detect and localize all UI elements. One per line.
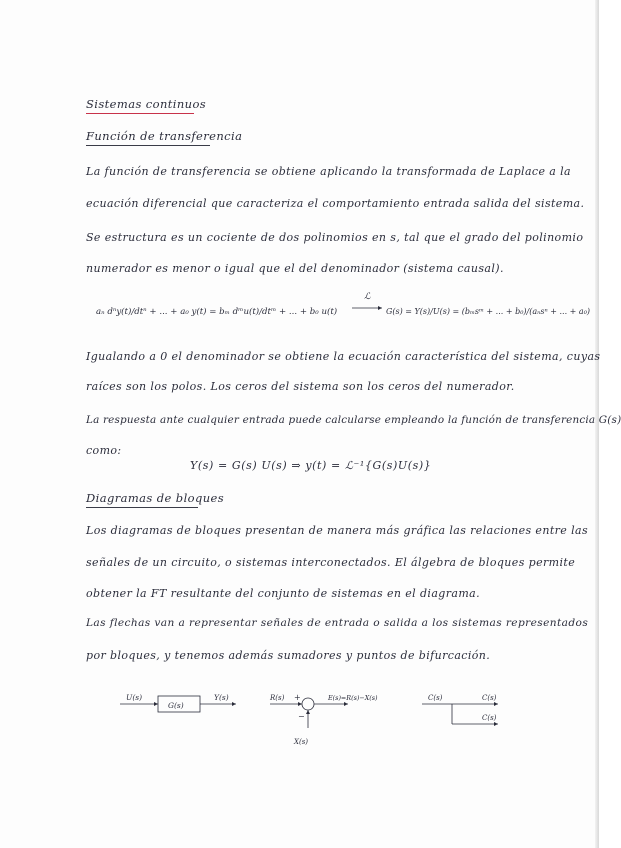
output-arrow-head [232,702,236,706]
sum-output-arrow-head [344,702,348,706]
summing-junction-diagram [269,693,378,746]
branch-point-diagram [422,694,498,726]
branch-input-label: C(s) [428,694,443,702]
ode-formula: aₙ dⁿy(t)/dtⁿ + ... + a₀ y(t) = bₘ dᵐu(t)/dtᵐ + ... + b₀ u(t) [96,307,338,317]
sum-minus-sign: − [298,712,305,721]
paragraph-line: Se estructura es un cociente de dos polinomios en s, tal que el grado del polinomio [86,231,584,244]
block-output-label: Y(s) [214,693,229,702]
block-label: G(s) [168,701,184,710]
simple-block-diagram [120,693,236,712]
section-title-underline [86,113,194,114]
section-title: Sistemas continuos [86,97,207,111]
blocks-heading: Diagramas de bloques [86,491,225,505]
block-diagrams [110,686,510,756]
response-formula: Y(s) = G(s) U(s) ⇒ y(t) = ℒ⁻¹{G(s)U(s)} [190,459,432,472]
feedback-arrow-head [306,710,310,714]
sum-input-label: R(s) [270,694,285,702]
branch-output-label-2: C(s) [482,714,497,722]
branch-output-label-1: C(s) [482,694,497,702]
paragraph-line: raíces son los polos. Los ceros del sistema son los ceros del numerador. [86,380,515,393]
sum-input-arrow-head [298,702,302,706]
laplace-symbol: ℒ [364,292,371,302]
tf-equation: G(s) = Y(s)/U(s) = (bₘsᵐ + ... + b₀)/(aₙsⁿ + ... + a₀) [386,307,591,316]
transfer-heading: Función de transferencia [86,129,243,143]
paragraph-line: Igualando a 0 el denominador se obtiene la ecuación característica del sistema, cuyas [86,350,601,363]
laplace-arrow-head [378,306,382,310]
paragraph-line: Las flechas van a representar señales de entrada o salida a los sistemas representados [86,617,589,629]
blocks-heading-underline [86,507,198,508]
paragraph-line: como: [86,444,122,457]
transfer-heading-underline [86,145,210,146]
block-input-label: U(s) [126,693,143,702]
transfer-function-formula [96,288,591,332]
summing-junction [302,698,314,710]
paragraph-line: La respuesta ante cualquier entrada puede calcularse empleando la función de transferencia G(s) [86,414,621,426]
paragraph-line: señales de un circuito, o sistemas interconectados. El álgebra de bloques permite [86,556,576,569]
branch-second-arrow-head [494,722,498,726]
paragraph-line: La función de transferencia se obtiene aplicando la transformada de Laplace a la [86,165,572,178]
feedback-label: X(s) [294,738,309,746]
paragraph-line: ecuación diferencial que caracteriza el comportamiento entrada salida del sistema. [86,197,585,210]
input-arrow-head [154,702,158,706]
paragraph-line: por bloques, y tenemos además sumadores y puntos de bifurcación. [86,649,491,662]
paragraph-line: Los diagramas de bloques presentan de manera más gráfica las relaciones entre las [86,524,589,537]
paragraph-line: obtener la FT resultante del conjunto de sistemas en el diagrama. [86,587,481,600]
paragraph-line: numerador es menor o igual que el del denominador (sistema causal). [86,262,504,275]
sum-output-label: E(s)=R(s)−X(s) [328,694,378,702]
sum-plus-sign: + [294,693,301,702]
branch-main-arrow-head [494,702,498,706]
